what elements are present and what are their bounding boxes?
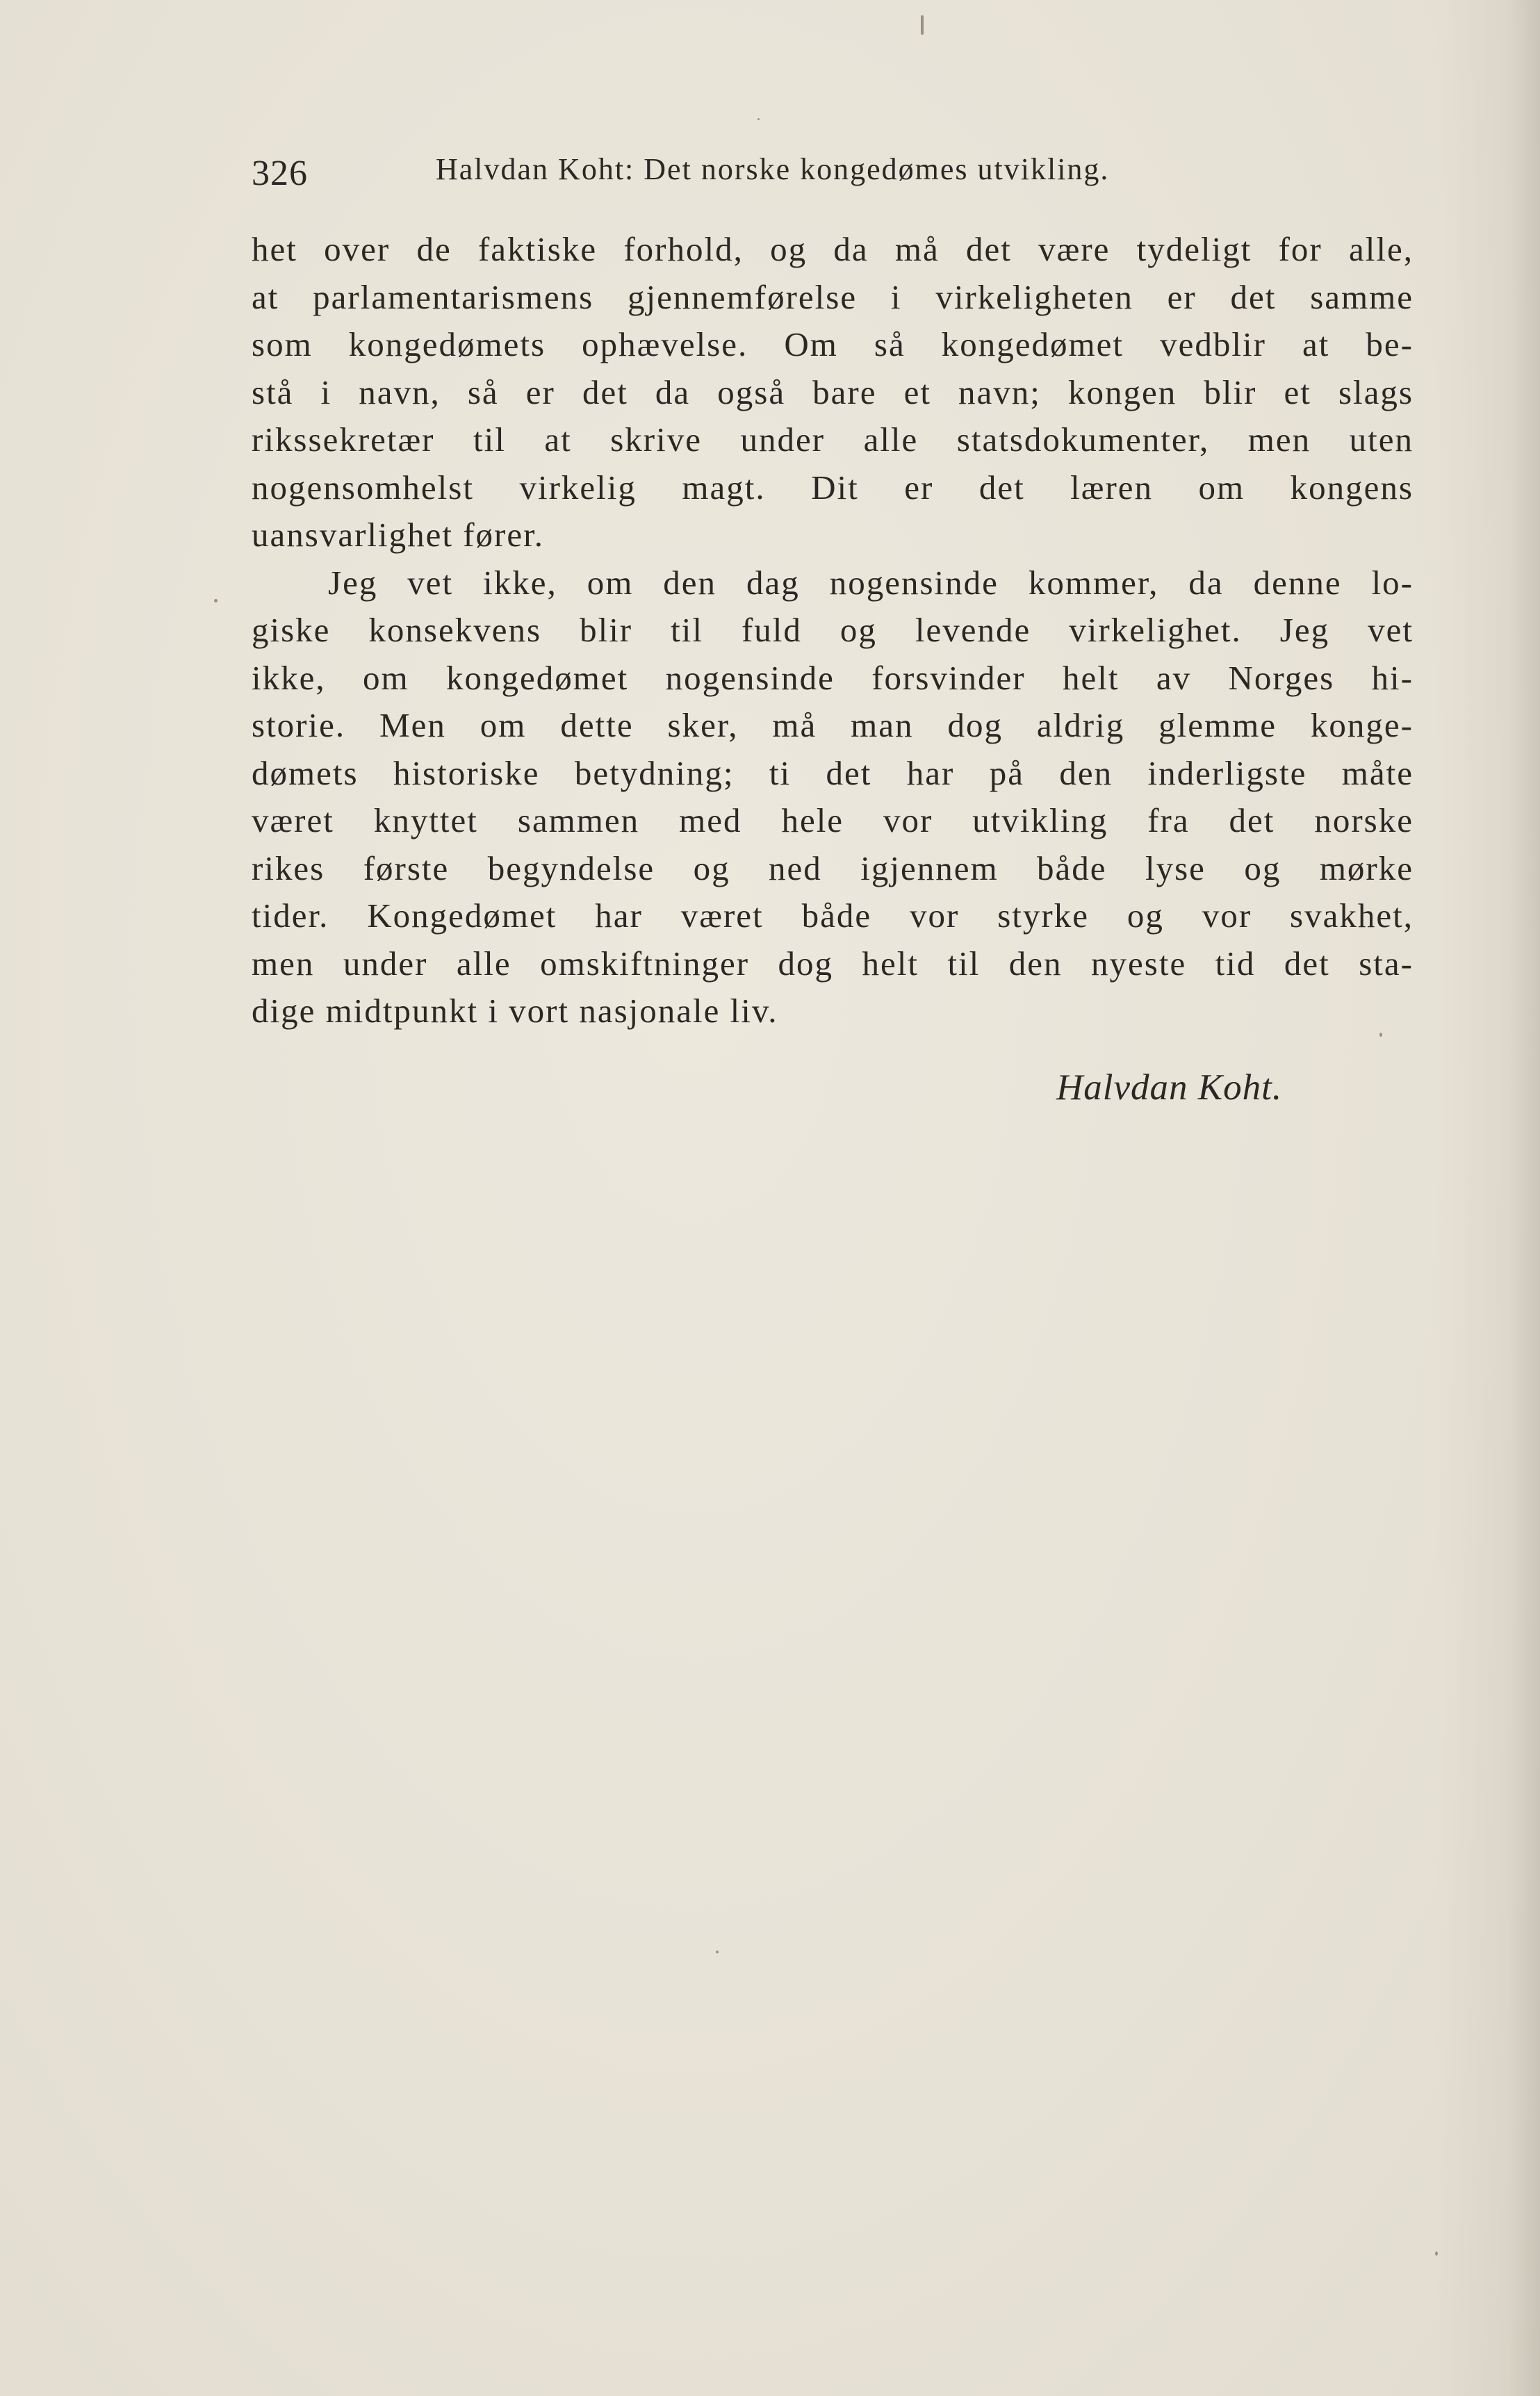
- text-line: rikssekretær til at skrive under alle statsdokumenter, men uten: [252, 420, 1414, 459]
- paper-speck: [214, 599, 218, 602]
- page-edge-shadow: [1436, 0, 1540, 2396]
- paragraph-1: [252, 226, 1414, 559]
- text-line: uansvarlighet fører.: [252, 516, 544, 554]
- paper-speck: [716, 1951, 719, 1953]
- running-title: Halvdan Koht: Det norske kongedømes utvikling.: [436, 152, 1110, 186]
- paper-speck: [757, 118, 760, 120]
- text-line: tider. Kongedømet har været både vor styrke og vor svakhet,: [252, 896, 1414, 935]
- text-line: het over de faktiske forhold, og da må det være tydeligt for alle,: [252, 230, 1414, 268]
- paper-speck: [921, 15, 924, 35]
- text-line: giske konsekvens blir til fuld og levende virkelighet. Jeg vet: [252, 611, 1414, 649]
- text-line: rikes første begyndelse og ned igjennem både lyse og mørke: [252, 848, 1414, 887]
- text-line: stå i navn, så er det da også bare et navn; kongen blir et slags: [252, 372, 1414, 411]
- paragraph-2: [252, 559, 1414, 1035]
- body-text: [252, 226, 1414, 1035]
- text-line: været knyttet sammen med hele vor utvikling fra det norske: [252, 801, 1414, 839]
- page-header: [252, 147, 1273, 196]
- paper-speck: [1435, 2251, 1438, 2256]
- text-line: nogensomhelst virkelig magt. Dit er det læren om kongens: [252, 468, 1414, 507]
- author-signature: Halvdan Koht.: [1056, 1067, 1283, 1108]
- page-number: 326: [252, 154, 308, 193]
- text-line: dømets historiske betydning; ti det har på den inderligste måte: [252, 753, 1414, 792]
- text-line: Jeg vet ikke, om den dag nogensinde kommer, da denne lo-: [328, 563, 1414, 602]
- text-line: at parlamentarismens gjennemførelse i virkeligheten er det samme: [252, 277, 1414, 316]
- text-line: dige midtpunkt i vort nasjonale liv.: [252, 992, 778, 1030]
- text-line: som kongedømets ophævelse. Om så kongedømet vedblir at be-: [252, 325, 1414, 363]
- text-line: men under alle omskiftninger dog helt til den nyeste tid det sta-: [252, 944, 1414, 983]
- text-line: storie. Men om dette sker, må man dog aldrig glemme konge-: [252, 706, 1414, 744]
- text-line: ikke, om kongedømet nogensinde forsvinder helt av Norges hi-: [252, 658, 1414, 697]
